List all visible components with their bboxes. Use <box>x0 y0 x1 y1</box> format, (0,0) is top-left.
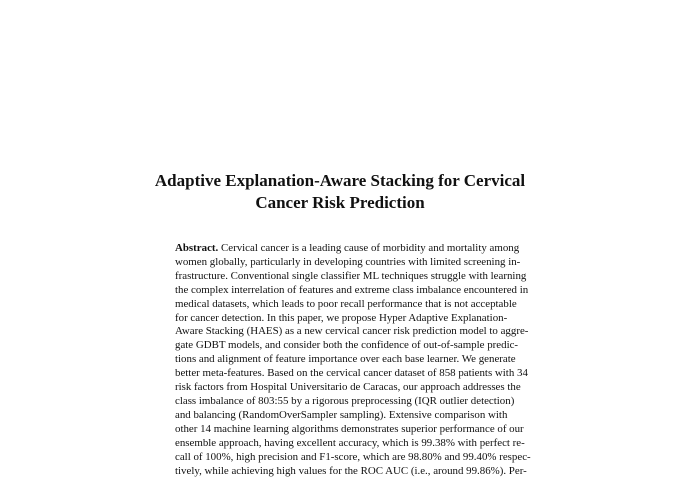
abstract-line: other 14 machine learning algorithms demonstrates superior performance of our <box>175 423 505 437</box>
abstract-line: risk factors from Hospital Universitario de Caracas, our approach addresses the <box>175 381 505 395</box>
abstract <box>175 242 505 478</box>
abstract-line: call of 100%, high precision and F1-score, which are 98.80% and 99.40% respec- <box>175 451 505 465</box>
abstract-line: Aware Stacking (HAES) as a new cervical cancer risk prediction model to aggre- <box>175 325 505 339</box>
abstract-line: better meta-features. Based on the cervical cancer dataset of 858 patients with 34 <box>175 367 505 381</box>
abstract-line: tions and alignment of feature importance over each base learner. We generate <box>175 353 505 367</box>
abstract-line: and balancing (RandomOverSampler sampling). Extensive comparison with <box>175 409 505 423</box>
paper-title-line: Adaptive Explanation-Aware Stacking for Cervical <box>100 170 580 192</box>
abstract-line: gate GDBT models, and consider both the confidence of out-of-sample predic- <box>175 339 505 353</box>
abstract-line-text: Cervical cancer is a leading cause of morbidity and mortality among <box>218 242 519 254</box>
paper-title-line: Cancer Risk Prediction <box>100 192 580 214</box>
abstract-line: tively, while achieving high values for the ROC AUC (i.e., around 99.86%). Per- <box>175 465 505 478</box>
abstract-line: medical datasets, which leads to poor recall performance that is not acceptable <box>175 298 505 312</box>
abstract-line: the complex interrelation of features and extreme class imbalance encountered in <box>175 284 505 298</box>
abstract-label: Abstract. <box>175 242 218 254</box>
abstract-line: for cancer detection. In this paper, we propose Hyper Adaptive Explanation- <box>175 312 505 326</box>
abstract-line <box>175 242 505 256</box>
abstract-line: class imbalance of 803:55 by a rigorous preprocessing (IQR outlier detection) <box>175 395 505 409</box>
abstract-line: frastructure. Conventional single classifier ML techniques struggle with learning <box>175 270 505 284</box>
paper-title <box>100 170 580 214</box>
abstract-line: women globally, particularly in developing countries with limited screening in- <box>175 256 505 270</box>
abstract-line: ensemble approach, having excellent accuracy, which is 99.38% with perfect re- <box>175 437 505 451</box>
